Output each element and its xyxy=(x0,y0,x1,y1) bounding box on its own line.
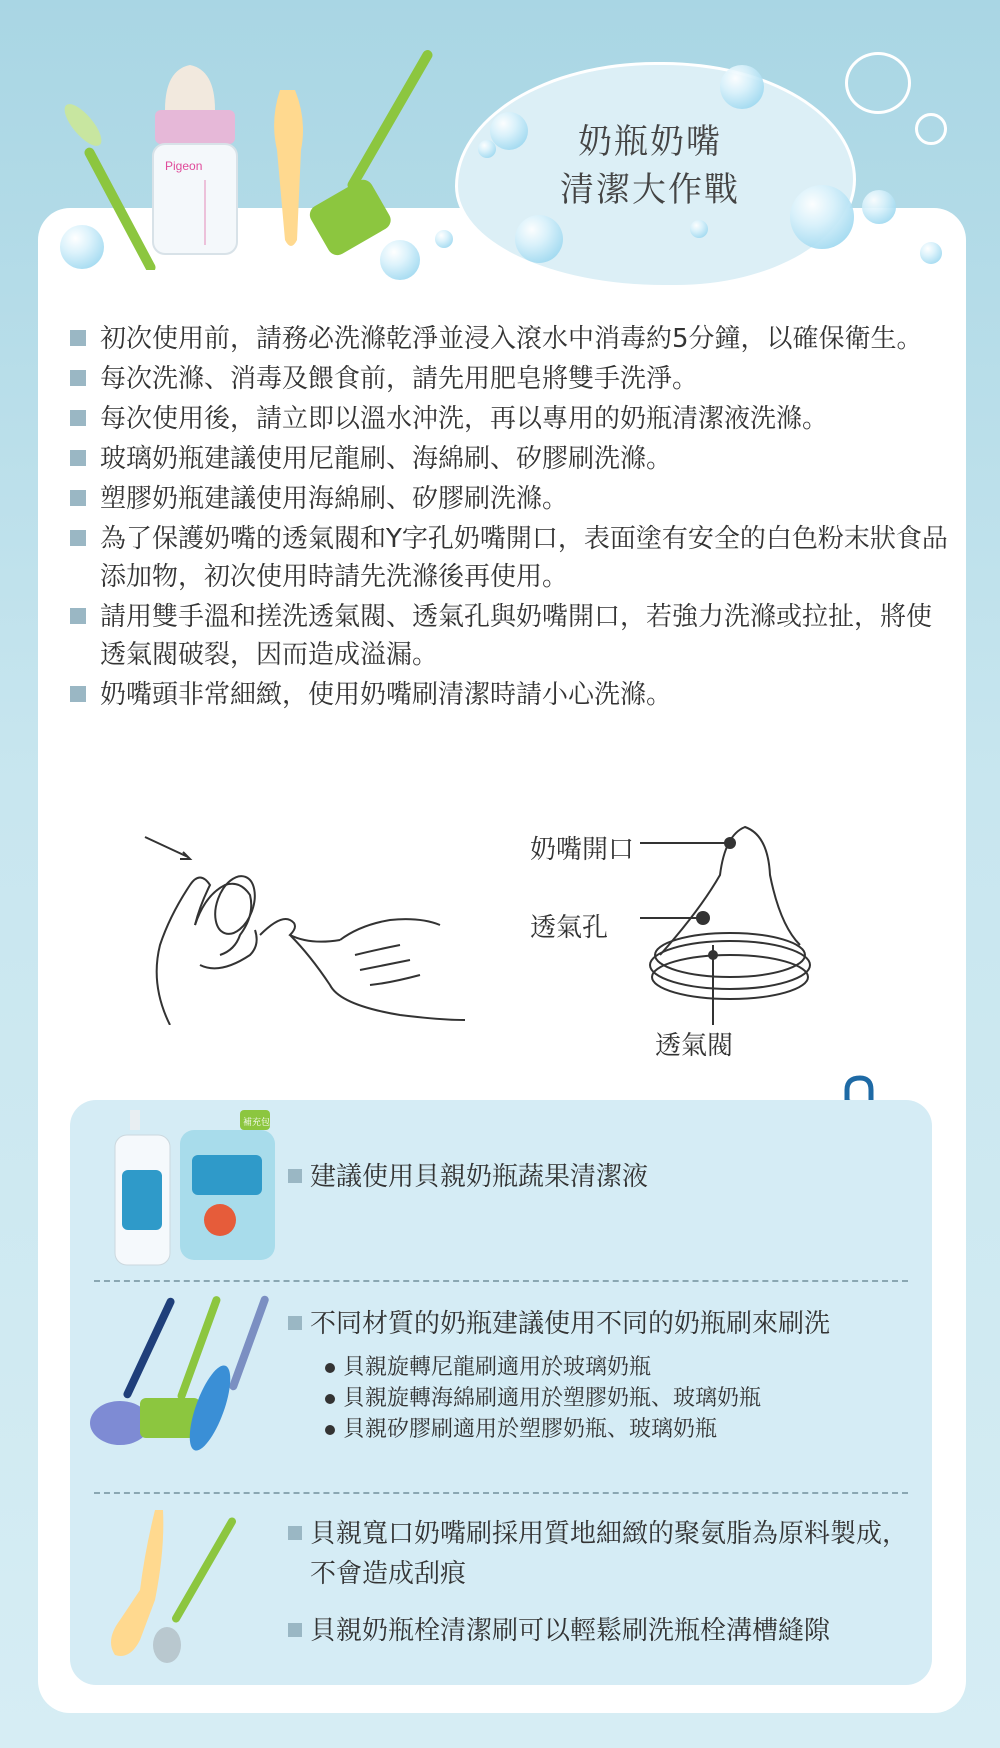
bullet-square xyxy=(288,1169,302,1183)
brush-item: 貝親旋轉尼龍刷適用於玻璃奶瓶 xyxy=(325,1352,651,1383)
bottle-brushes-image xyxy=(80,1288,280,1458)
bubble-decoration xyxy=(920,242,942,264)
refill-tag: 補充包 xyxy=(243,1118,271,1128)
title-line-2: 清潔大作戰 xyxy=(560,170,740,210)
bubble-decoration xyxy=(862,190,896,224)
nipple-cross-section-icon xyxy=(640,815,870,1025)
bubble-decoration xyxy=(720,65,764,109)
bubble-decoration xyxy=(60,225,104,269)
dashed-divider xyxy=(94,1280,908,1282)
label-vent-hole: 透氣孔 xyxy=(530,913,609,943)
brush-item: 貝親旋轉海綿刷適用於塑膠奶瓶、玻璃奶瓶 xyxy=(325,1383,761,1414)
header-products-illustration xyxy=(55,40,455,270)
label-nipple-opening: 奶嘴開口 xyxy=(530,835,635,865)
bullet-square xyxy=(70,530,86,546)
bullet-square xyxy=(288,1316,302,1330)
bubble-ring-decoration xyxy=(915,113,947,145)
brush-item: 貝親矽膠刷適用於塑膠奶瓶、玻璃奶瓶 xyxy=(325,1414,717,1445)
bullet-square xyxy=(70,370,86,386)
page-title xyxy=(500,118,800,214)
bullet-square xyxy=(70,450,86,466)
bubble-decoration xyxy=(478,140,496,158)
bullet-square xyxy=(288,1623,302,1637)
bullet-square xyxy=(70,330,86,346)
bubble-decoration xyxy=(435,230,453,248)
nipple-brush-note: 貝親寬口奶嘴刷採用質地細緻的聚氨脂為原料製成，不會造成刮痕 xyxy=(288,1514,910,1594)
bubble-decoration xyxy=(515,215,563,263)
bullet-dot xyxy=(325,1425,335,1435)
recommended-products-panel xyxy=(70,1100,932,1685)
list-item: 每次使用後，請立即以溫水沖洗，再以專用的奶瓶清潔液洗滌。 xyxy=(70,400,950,438)
list-item: 玻璃奶瓶建議使用尼龍刷、海綿刷、矽膠刷洗滌。 xyxy=(70,440,950,478)
bullet-dot xyxy=(325,1394,335,1404)
bubble-decoration xyxy=(490,112,528,150)
dashed-divider xyxy=(94,1492,908,1494)
bubble-decoration xyxy=(380,240,420,280)
detergent-products-image xyxy=(110,1110,280,1270)
bullet-square xyxy=(70,608,86,624)
bullet-square xyxy=(288,1526,302,1540)
hand-washing-illustration xyxy=(140,825,470,1025)
bullet-square xyxy=(70,490,86,506)
bullet-square xyxy=(70,686,86,702)
bullet-dot xyxy=(325,1363,335,1373)
cleaning-tips-list xyxy=(70,320,950,716)
cap-brush-note: 貝親奶瓶栓清潔刷可以輕鬆刷洗瓶栓溝槽縫隙 xyxy=(288,1611,930,1651)
label-vent-valve: 透氣閥 xyxy=(655,1031,734,1061)
list-item: 每次洗滌、消毒及餵食前，請先用肥皂將雙手洗淨。 xyxy=(70,360,950,398)
nipple-diagram xyxy=(140,815,860,1065)
detergent-recommendation: 建議使用貝親奶瓶蔬果清潔液 xyxy=(288,1157,920,1197)
bullet-square xyxy=(70,410,86,426)
sponge-brush-image xyxy=(306,48,434,259)
brushes-recommendation: 不同材質的奶瓶建議使用不同的奶瓶刷來刷洗 xyxy=(288,1304,930,1344)
title-line-1: 奶瓶奶嘴 xyxy=(578,122,722,162)
baby-bottle-image xyxy=(153,65,237,254)
list-item: 塑膠奶瓶建議使用海綿刷、矽膠刷洗滌。 xyxy=(70,480,950,518)
bubble-ring-decoration xyxy=(845,52,911,114)
bubble-decoration xyxy=(690,220,708,238)
list-item: 奶嘴頭非常細緻，使用奶嘴刷清潔時請小心洗滌。 xyxy=(70,676,950,714)
list-item: 請用雙手溫和搓洗透氣閥、透氣孔與奶嘴開口，若強力洗滌或拉扯，將使透氣閥破裂，因而造成溢漏。 xyxy=(70,598,950,674)
bubble-decoration xyxy=(790,185,854,249)
yellow-nipple-brush-image xyxy=(274,90,303,246)
bottle-brand-logo: Pigeon xyxy=(165,159,203,173)
nipple-and-cap-brushes-image xyxy=(85,1510,245,1670)
list-item: 為了保護奶嘴的透氣閥和Y字孔奶嘴開口，表面塗有安全的白色粉末狀食品添加物，初次使用時請先洗滌後再使用。 xyxy=(70,520,950,596)
list-item: 初次使用前，請務必洗滌乾淨並浸入滾水中消毒約5分鐘，以確保衛生。 xyxy=(70,320,950,358)
